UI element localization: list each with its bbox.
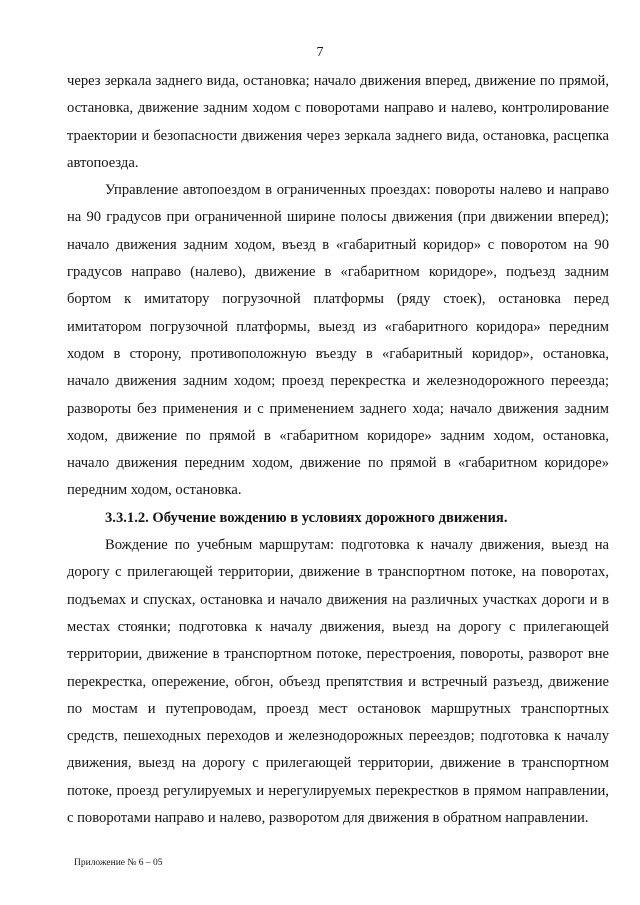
paragraph-training-routes: Вождение по учебным маршрутам: подготовка к началу движения, выезд на дорогу с прилегающей территории, движение в транспортном потоке, на поворотах, подъемах и спусках, остановка и начало движения на различных участках дороги и в местах стоянки; подготовка к началу движения, выезд на дорогу с прилегающей территории, движение в транспортном потоке, перестроения, повороты, разворот вне перекрестка, опережение, обгон, объезд препятствия и встречный разъезд, движение по мостам и путепроводам, проезд мест остановок маршрутных транспортных средств, пешеходных переходов и железнодорожных переездов; подготовка к началу движения, выезд на дорогу с прилегающей территории, движение в транспортном потоке, проезд регулируемых и нерегулируемых перекрестков в прямом направлении, с поворотами направо и налево, разворотом для движения в обратном направлении. [67, 537, 609, 827]
page-number: 7 [316, 45, 324, 60]
document-body [67, 68, 609, 832]
page-footer: Приложение № 6 – 05 [74, 858, 163, 868]
paragraph-trailer-uncoupling: через зеркала заднего вида, остановка; начало движения вперед, движение по прямой, остановка, движение задним ходом с поворотами направо и налево, контролирование траектории и безопасности движения через зеркала заднего вида, остановка, расцепка автопоезда. [67, 73, 609, 171]
paragraph-restricted-passages: Управление автопоездом в ограниченных проездах: повороты налево и направо на 90 градусов при ограниченной ширине полосы движения (при движении вперед); начало движения задним ходом, въезд в «габаритный коридор» с поворотом на 90 градусов направо (налево), движение в «габаритном коридоре», подъезд задним бортом к имитатору погрузочной платформы (ряду стоек), остановка перед имитатором погрузочной платформы, выезд из «габаритного коридора» передним ходом в сторону, противоположную въезду в «габаритный коридор», остановка, начало движения задним ходом; проезд перекрестка и железнодорожного переезда; развороты без применения и с применением заднего хода; начало движения задним ходом, движение по прямой в «габаритном коридоре» задним ходом, остановка, начало движения передним ходом, движение по прямой в «габаритном коридоре» передним ходом, остановка. [67, 182, 609, 499]
section-heading: 3.3.1.2. Обучение вождению в условиях дорожного движения. [105, 509, 508, 526]
